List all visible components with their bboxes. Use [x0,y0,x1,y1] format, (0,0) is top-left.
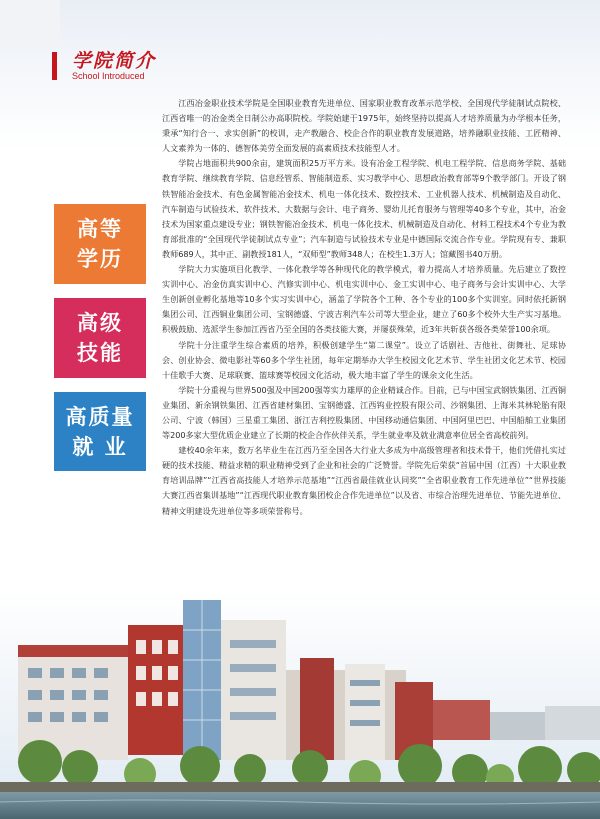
tag-label: 高等 学历 [77,217,123,271]
intro-body [162,96,566,519]
paragraph-cooperation: 学院十分重视与世界500强及中国200强等实力雄厚的企业精诚合作。目前，已与中国宝武钢铁集团、江西铜业集团、新余钢铁集团、江西省建材集团、宝钢德盛、江西钨业控股有限公司、沙钢集团、上海米其林轮胎有限公司、宁波（韩国）三星重工集团、浙江吉利控股集团、中国移动通信集团、中国阿里巴巴、中国船舶工业集团等200多家大型优质企业建立了长期的校企合作伙伴关系，学生就业率及就业满意率位居全省高校前列。 [162,384,566,441]
page-subtitle: School Introduced [72,71,145,81]
page-title: 学院简介 [72,50,157,72]
header-accent-bar [52,52,57,80]
paragraph-campus: 学院占地面积共900余亩，建筑面积25万平方米。设有冶金工程学院、机电工程学院、信息商务学院、基础教育学院、继续教育学院、信息经管系、智能制造系、实习教学中心、思想政治教育部等9个教学部门。开设了钢铁智能冶金技术、有色金属智能冶金技术、机电一体化技术、数控技术、工业机器人技术、机械制造及自动化、汽车制造与试验技术、软件技术、大数据与会计、电子商务、婴幼儿托育服务与管理等40多个专业，其中，冶金技术为国家重点建设专业；钢铁智能冶金技术、机电一体化技术、机械制造及自动化、材料工程技术4个专业为教育部批准的“全国现代学徒制试点专业”；汽车制造与试验技术专业是中德国际交流合作专业。学院现有专、兼职教师689人，其中正、副教授181人，“双师型”教师348人；在校生1.3万人；馆藏图书40万册。 [162,158,566,259]
paragraph-teaching: 学院大力实施项目化教学、一体化教学等各种现代化的教学模式，着力提高人才培养质量。先后建立了数控实训中心、冶金仿真实训中心、汽修实训中心、机电实训中心、金工实训中心、电子商务与会计实训中心、大学生创新创业孵化基地等10多个实习实训中心，涵盖了学院各个工种、各个专业的100多个实训室。同时依托新钢集团公司、江西铜业集团公司、宝钢德盛、宁波吉利汽车公司等大型企业，建立了60多个校外大生产实习基地。积极鼓励、选派学生参加江西省乃至全国的各类技能大赛，并屡获殊荣，近3年共斩获各级各类荣誉100余项。 [162,264,566,335]
tag-quality-employment [54,392,146,471]
tag-label: 高质量 就 业 [65,404,135,459]
tag-higher-education [54,204,146,284]
campus-photo [0,590,600,819]
paragraph-student-life: 学院十分注重学生综合素质的培养，积极创建学生“第二课堂”。设立了话剧社、吉他社、街舞社、足球协会、创业协会、微电影社等60多个学生社团，每年定期举办大学生校园文化艺术节、学生社团文化艺术节、校园十佳歌手大赛、足球联赛、篮球赛等校园文化活动，极大地丰富了学生的课余文化生活。 [162,339,566,380]
tag-label: 高级 技能 [77,311,123,365]
paragraph-overview: 江西冶金职业技术学院是全国职业教育先进单位、国家职业教育改革示范学校、全国现代学徒制试点院校、江西省唯一的冶金类全日制公办高职院校。学院始建于1975年，始终坚持以提高人才培养质量为办学根本任务，秉承“知行合一、求实创新”的校训，走产教融合、校企合作的职业教育发展道路，培养融职业技能、工匠精神、人文素养为一体的、德智体美劳全面发展的高素质技术技能型人才。 [162,98,566,154]
tag-advanced-skills [54,298,146,378]
corner-block [0,0,60,45]
paragraph-honors: 建校40余年来，数万名毕业生在江西乃至全国各大行业大多成为中高级管理者和技术骨干，他们凭借扎实过硬的技术技能、精益求精的职业精神受到了企业和社会的广泛赞誉。学院先后荣获“首届中国（江西）十大职业教育培训品牌”“江西省高技能人才培养示范基地”“江西省最佳就业认同奖”“全省职业教育工作先进单位”“世界技能大赛江西省集训基地”“江西现代职业教育集团校企合作先进单位”以及省、市综合治理先进单位、节能先进单位、精神文明建设先进单位等多项荣誉称号。 [162,445,566,516]
